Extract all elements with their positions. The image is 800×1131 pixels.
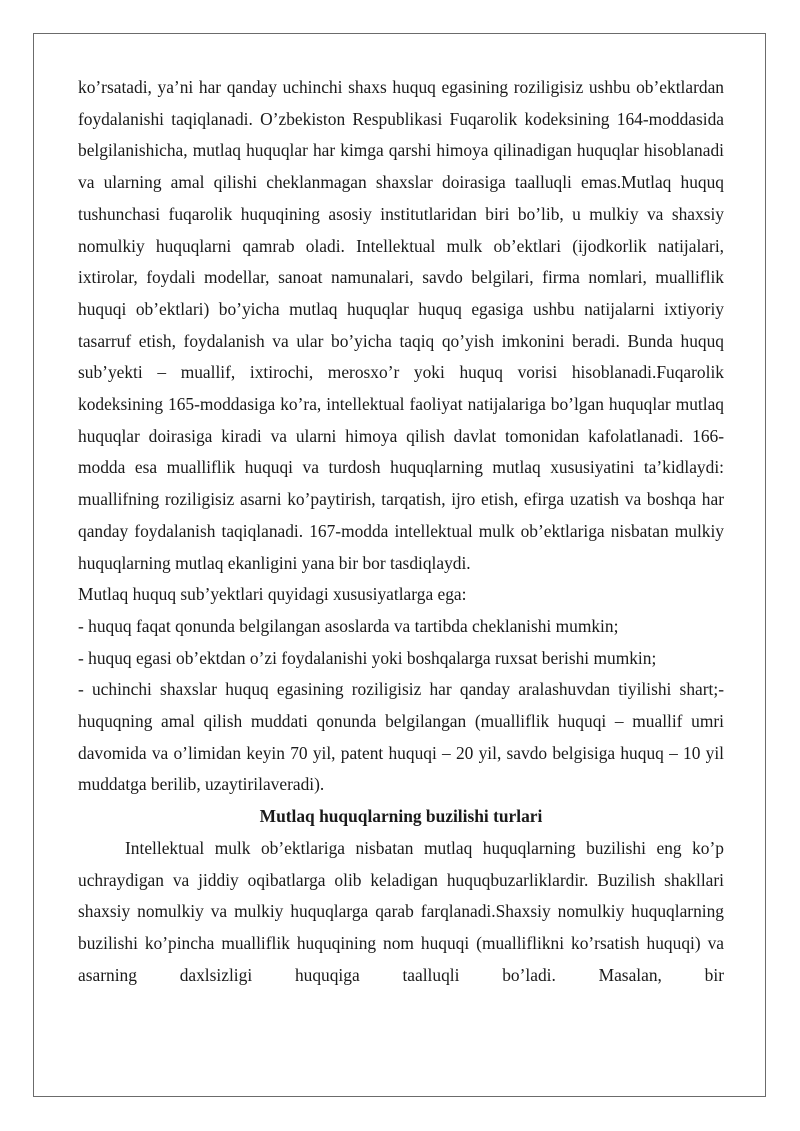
section-heading: Mutlaq huquqlarning buzilishi turlari [259,806,543,827]
document-body [78,72,724,991]
list-item: - huquq egasi ob’ektdan o’zi foydalanishi yoki boshqalarga ruxsat berishi mumkin; [78,647,657,668]
list-item: - uchinchi shaxslar huquq egasining roziligisiz har qanday aralashuvdan tiyilishi shart;- huquqning amal qilish muddati qonunda belgilangan (mualliflik huquqi – muallif umri davomida va o’limidan keyin 70 yil, patent huquqi – 20 yil, savdo belgisiga huquq – 10 yil muddatga berilib, uzaytirilaveradi). [78,679,724,795]
paragraph-intellectual-property-rights: ko’rsatadi, ya’ni har qanday uchinchi shaxs huquq egasining roziligisiz ushbu ob’ektlardan foydalanishi taqiqlanadi. O’zbekiston Respublikasi Fuqarolik kodeksining 164-moddasida belgilanishicha, mutlaq huquqlar har kimga qarshi himoya qilinadigan huquqlar hisoblanadi va ularning amal qilishi cheklanmagan shaxslar doirasiga taalluqli emas.Mutlaq huquq tushunchasi fuqarolik huquqining asosiy institutlaridan biri bo’lib, u mulkiy va shaxsiy nomulkiy huquqlarni qamrab oladi. Intellektual mulk ob’ektlari (ijodkorlik natijalari, ixtirolar, foydali modellar, sanoat namunalari, savdo belgilari, firma nomlari, mualliflik huquqi ob’ektlari) bo’yicha mutlaq huquqlar huquq egasiga ushbu natijalarni ixtiyoriy tasarruf etish, foydalanish va ular bo’yicha taqiq qo’yish imkonini beradi. Bunda huquq sub’yekti – muallif, ixtirochi, merosxo’r yoki huquq vorisi hisoblanadi.Fuqarolik kodeksining 165-moddasiga ko’ra, intellektual faoliyat natijalariga bo’lgan huquqlar mutlaq huquqlar doirasiga kiradi va ularni himoya qilish davlat tomonidan kafolatlanadi. 166-modda esa mualliflik huquqi va turdosh huquqlarning mutlaq xususiyatini ta’kidlaydi: muallifning roziligisiz asarni ko’paytirish, tarqatish, ijro etish, efirga uzatish va boshqa har qanday foydalanish taqiqlanadi. 167-modda intellektual mulk ob’ektlariga nisbatan mulkiy huquqlarning mutlaq ekanligini yana bir bor tasdiqlaydi. [78,77,724,573]
paragraph-rights-violations: Intellektual mulk ob’ektlariga nisbatan mutlaq huquqlarning buzilishi eng ko’p uchraydigan va jiddiy oqibatlarga olib keladigan huquqbuzarliklardir. Buzilish shakllari shaxsiy nomulkiy va mulkiy huquqlarga qarab farqlanadi.Shaxsiy nomulkiy huquqlarning buzilishi ko’pincha mualliflik huquqining nom huquqi (mualliflikni ko’rsatish huquqi) va asarning daxlsizligi huquqiga taalluqli bo’ladi. Masalan, bir [78,837,724,985]
list-intro: Mutlaq huquq sub’yektlari quyidagi xususiyatlarga ega: [78,584,467,605]
list-item: - huquq faqat qonunda belgilangan asoslarda va tartibda cheklanishi mumkin; [78,615,619,636]
